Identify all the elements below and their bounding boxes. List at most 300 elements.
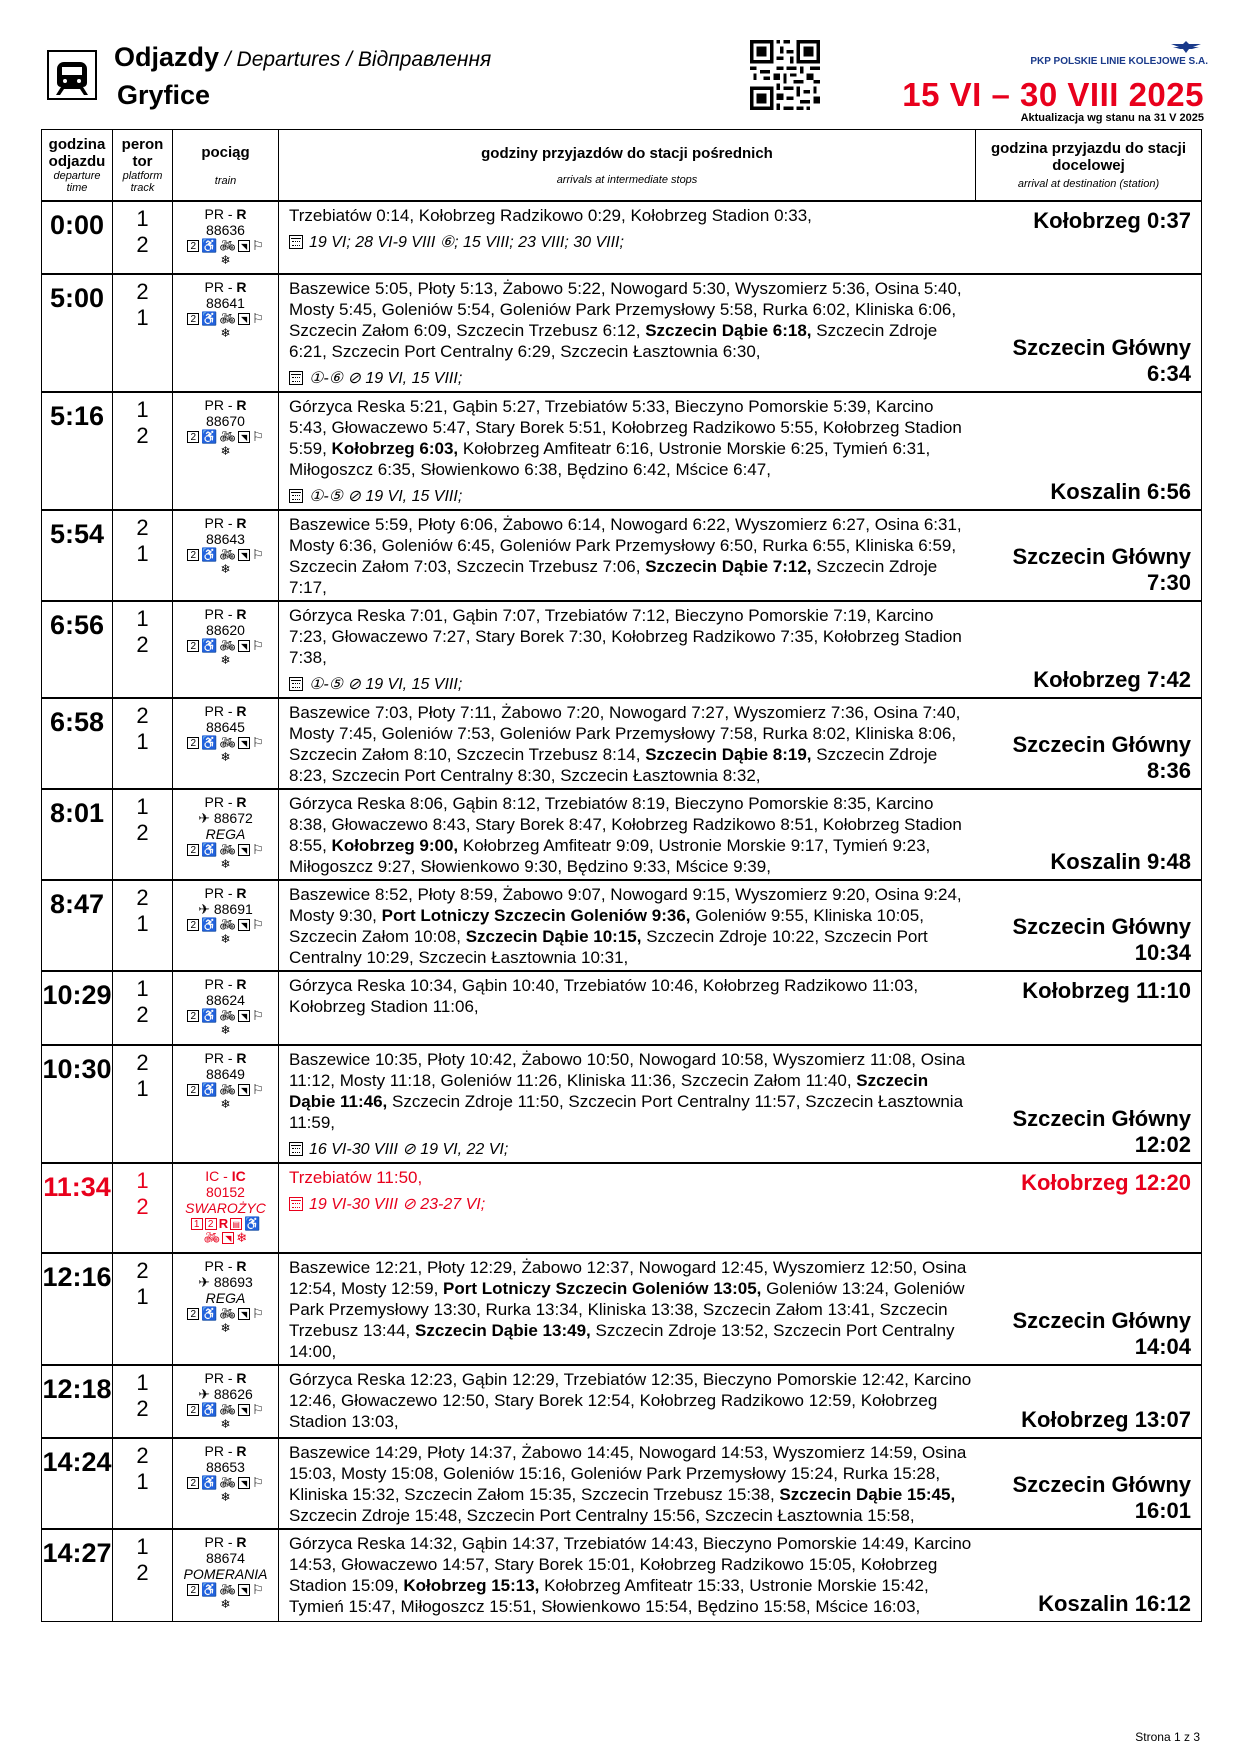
destination-arrival: Szczecin Główny 6:34: [976, 274, 1202, 392]
wheelchair-icon: ♿: [244, 1216, 261, 1231]
train-number: 88653: [206, 1459, 245, 1475]
train-rank: R: [236, 1443, 247, 1459]
destination-arrival: Koszalin 9:48: [976, 789, 1202, 880]
departure-row: [42, 698, 1202, 789]
platform-track: [113, 1163, 173, 1253]
departure-time: 14:27: [42, 1529, 113, 1621]
intermediate-stops: [279, 1529, 976, 1621]
calendar-icon: [289, 371, 303, 385]
train-info: PR - R 88649 2 ♿ 🚲︎ ◥ ⚐ ❄: [173, 1045, 279, 1163]
departure-row: [42, 1253, 1202, 1365]
train-info: PR - R 88674 POMERANIA 2 ♿ 🚲︎ ◥ ⚐ ❄: [173, 1529, 279, 1621]
ticket-icon: ▤: [230, 1218, 242, 1230]
step-free-icon: ⚐: [252, 429, 264, 444]
track-number: 1: [136, 1469, 149, 1494]
second-class-icon: 2: [187, 640, 199, 652]
platform-track: [113, 392, 173, 510]
platform-track: [113, 789, 173, 880]
train-info: PR - R ✈ 88691 2 ♿ 🚲︎ ◥ ⚐ ❄: [173, 880, 279, 971]
train-rank: R: [236, 885, 247, 901]
train-number: 88674: [206, 1550, 245, 1566]
bicycle-icon: 🚲︎: [219, 917, 237, 932]
train-rank: R: [236, 515, 247, 531]
platform-number: 2: [136, 279, 149, 304]
train-category: PR: [204, 1443, 224, 1459]
train-number: 88626: [213, 1386, 253, 1402]
service-days-note: ①-⑤ ⊘ 19 VI, 15 VIII;: [289, 674, 972, 695]
platform-number: 2: [136, 515, 149, 540]
destination-arrival: Kołobrzeg 0:37: [976, 201, 1202, 274]
amenity-icons: [173, 240, 278, 252]
train-info: PR - R 88636 2 ♿ 🚲︎ ◥ ⚐ ❄: [173, 201, 279, 274]
destination-arrival: Szczecin Główny 16:01: [976, 1438, 1202, 1529]
departure-row: [42, 880, 1202, 971]
bicycle-icon: 🚲︎: [219, 842, 237, 857]
departure-row: [42, 1163, 1202, 1253]
departure-row: [42, 392, 1202, 510]
train-info: PR - R 88620 2 ♿ 🚲︎ ◥ ⚐ ❄: [173, 601, 279, 698]
service-days-note: 16 VI-30 VIII ⊘ 19 VI, 22 VI;: [289, 1139, 972, 1160]
stops-list: Baszewice 5:59, Płoty 6:06, Żabowo 6:14, Nowogard 6:22, Wyszomierz 6:27, Osina 6:31, Mosty 6:36, Goleniów 6:45, Goleniów Park Przemysłowy 6:50, Rurka 6:55, Kliniska 6:59, Szczecin Załom 7:03, Szczecin Trzebusz 7:06, Szczecin Dąbie 7:12, Szczecin Zdroje 7:17,: [289, 515, 962, 597]
track-number: 2: [136, 820, 149, 845]
snowflake-icon: ❄: [236, 1230, 248, 1245]
train-rank: R: [236, 703, 247, 719]
step-free-icon: ⚐: [252, 1475, 264, 1490]
destination-arrival: Kołobrzeg 13:07: [976, 1365, 1202, 1438]
wifi-icon: ◥: [238, 240, 250, 252]
platform-track: [113, 201, 173, 274]
train-category: PR: [204, 703, 224, 719]
platform-number: 2: [136, 1258, 149, 1283]
departure-time: 10:29: [42, 971, 113, 1045]
amenity-icons: [173, 737, 278, 749]
departure-time: 5:16: [42, 392, 113, 510]
intermediate-stops: [279, 1365, 976, 1438]
service-days-note: 19 VI; 28 VI-9 VIII ⑥; 15 VIII; 23 VIII; 30 VIII;: [289, 232, 972, 253]
track-number: 1: [136, 305, 149, 330]
amenity-icons: [173, 549, 278, 561]
stops-list: Baszewice 7:03, Płoty 7:11, Żabowo 7:20, Nowogard 7:27, Wyszomierz 7:36, Osina 7:40, Mosty 7:45, Goleniów 7:53, Goleniów Park Przemysłowy 7:58, Rurka 8:02, Kliniska 8:06, Szczecin Załom 8:10, Szczecin Trzebusz 8:14, Szczecin Dąbie 8:19, Szczecin Zdroje 8:23, Szczecin Port Centralny 8:30, Szczecin Łasztownia 8:32,: [289, 703, 961, 785]
train-name: SWAROŻYC: [185, 1200, 266, 1216]
train-number: 88624: [206, 992, 245, 1008]
bicycle-icon: 🚲︎: [219, 735, 237, 750]
step-free-icon: ⚐: [252, 735, 264, 750]
wheelchair-icon: ♿: [201, 311, 218, 326]
departure-time: 12:16: [42, 1253, 113, 1365]
train-info: PR - R 88641 2 ♿ 🚲︎ ◥ ⚐ ❄: [173, 274, 279, 392]
train-number: 80152: [206, 1184, 245, 1200]
bicycle-icon: 🚲︎: [219, 638, 237, 653]
snowflake-icon: ❄: [220, 653, 231, 667]
track-number: 2: [136, 1194, 149, 1219]
wheelchair-icon: ♿: [201, 429, 218, 444]
wifi-icon: ◥: [238, 1084, 250, 1096]
train-category: PR: [204, 1534, 224, 1550]
platform-track: [113, 510, 173, 601]
departure-row: [42, 1529, 1202, 1621]
train-rank: R: [236, 1370, 247, 1386]
platform-track: [113, 601, 173, 698]
track-number: 2: [136, 1396, 149, 1421]
bicycle-icon: 🚲︎: [219, 429, 237, 444]
amenity-icons-2: [173, 1232, 278, 1244]
track-number: 1: [136, 1076, 149, 1101]
bicycle-icon: 🚲︎: [203, 1230, 221, 1245]
step-free-icon: ⚐: [252, 547, 264, 562]
train-number: 88693: [213, 1274, 253, 1290]
stops-list: Górzyca Reska 8:06, Gąbin 8:12, Trzebiatów 8:19, Bieczyno Pomorskie 8:35, Karcino 8:38, Głowaczewo 8:43, Stary Borek 8:47, Kołobrzeg Radzikowo 8:51, Kołobrzeg Stadion 8:55, Kołobrzeg 9:00, Kołobrzeg Amfiteatr 9:09, Ustronie Morskie 9:17, Tymień 9:23, Miłogoszcz 9:27, Słowienkowo 9:30, Będzino 9:33, Mścice 9:39,: [289, 794, 962, 876]
train-category: PR: [204, 885, 224, 901]
train-category: IC: [205, 1168, 220, 1184]
amenity-icons: [173, 844, 278, 856]
step-free-icon: ⚐: [252, 638, 264, 653]
snowflake-icon: ❄: [220, 253, 231, 267]
train-rank: IC: [231, 1168, 246, 1184]
departure-time: 0:00: [42, 201, 113, 274]
train-category: PR: [204, 515, 224, 531]
track-number: 1: [136, 541, 149, 566]
destination-arrival: Kołobrzeg 11:10: [976, 971, 1202, 1045]
wheelchair-icon: ♿: [201, 1402, 218, 1417]
platform-number: 2: [136, 1050, 149, 1075]
snowflake-icon: ❄: [220, 562, 231, 576]
platform-track: [113, 880, 173, 971]
destination-arrival: Szczecin Główny 12:02: [976, 1045, 1202, 1163]
train-rank: R: [236, 206, 247, 222]
step-free-icon: ⚐: [252, 1582, 264, 1597]
second-class-icon: 2: [187, 313, 199, 325]
wifi-icon: ◥: [238, 1477, 250, 1489]
page-header: [42, 36, 1210, 132]
departures-table: [41, 129, 1202, 1622]
step-free-icon: ⚐: [252, 842, 264, 857]
wheelchair-icon: ♿: [201, 1008, 218, 1023]
snowflake-icon: ❄: [220, 932, 231, 946]
page-number: Strona 1 z 3: [1135, 1730, 1200, 1744]
snowflake-icon: ❄: [220, 1417, 231, 1431]
departure-time: 10:30: [42, 1045, 113, 1163]
train-info: PR - R ✈ 88693 REGA 2 ♿ 🚲︎ ◥ ⚐ ❄: [173, 1253, 279, 1365]
wifi-icon: ◥: [238, 313, 250, 325]
wheelchair-icon: ♿: [201, 1475, 218, 1490]
train-number: 88636: [206, 222, 245, 238]
wheelchair-icon: ♿: [201, 842, 218, 857]
wifi-icon: ◥: [238, 1404, 250, 1416]
calendar-icon: [289, 677, 303, 691]
destination-arrival: Szczecin Główny 10:34: [976, 880, 1202, 971]
train-number: 88691: [213, 901, 253, 917]
train-logo-icon: [47, 50, 97, 100]
train-info: PR - R ✈ 88626 2 ♿ 🚲︎ ◥ ⚐ ❄: [173, 1365, 279, 1438]
track-number: 2: [136, 632, 149, 657]
bicycle-icon: 🚲︎: [219, 1402, 237, 1417]
wifi-icon: ◥: [238, 919, 250, 931]
departure-time: 8:47: [42, 880, 113, 971]
second-class-icon: 2: [187, 240, 199, 252]
departure-row: [42, 274, 1202, 392]
train-info: IC - IC 80152 SWAROŻYC 1 2 R ▤ ♿ 🚲︎ ◥ ❄: [173, 1163, 279, 1253]
second-class-icon: 2: [187, 737, 199, 749]
train-rank: R: [236, 606, 247, 622]
platform-number: 1: [136, 976, 149, 1001]
train-rank: R: [236, 1258, 247, 1274]
update-note: Aktualizacja wg stanu na 31 V 2025: [1020, 112, 1204, 124]
amenity-icons: [173, 919, 278, 931]
wheelchair-icon: ♿: [201, 1582, 218, 1597]
snowflake-icon: ❄: [220, 1597, 231, 1611]
bicycle-icon: 🚲︎: [219, 1008, 237, 1023]
track-number: 1: [136, 729, 149, 754]
bicycle-icon: 🚲︎: [219, 1306, 237, 1321]
amenity-icons: [173, 431, 278, 443]
second-class-icon: 2: [187, 844, 199, 856]
departure-row: [42, 201, 1202, 274]
bicycle-icon: 🚲︎: [219, 311, 237, 326]
bicycle-icon: 🚲︎: [219, 1475, 237, 1490]
page-title: Odjazdy / Departures / Відправлення: [114, 42, 492, 72]
departure-time: 5:54: [42, 510, 113, 601]
departure-time: 6:58: [42, 698, 113, 789]
wifi-icon: ◥: [238, 640, 250, 652]
track-number: 2: [136, 232, 149, 257]
train-info: PR - R 88624 2 ♿ 🚲︎ ◥ ⚐ ❄: [173, 971, 279, 1045]
wheelchair-icon: ♿: [201, 1082, 218, 1097]
plk-eagle-icon: [1164, 40, 1208, 54]
train-category: PR: [204, 397, 224, 413]
amenity-icons: [173, 1218, 278, 1230]
qr-code-icon: [750, 40, 820, 110]
train-name: POMERANIA: [183, 1566, 268, 1582]
departure-row: [42, 510, 1202, 601]
amenity-icons: [173, 1010, 278, 1022]
train-name: REGA: [205, 1290, 246, 1306]
wheelchair-icon: ♿: [201, 917, 218, 932]
track-number: 2: [136, 423, 149, 448]
first-class-icon: 1: [191, 1218, 203, 1230]
train-rank: R: [236, 794, 247, 810]
platform-number: 1: [136, 206, 149, 231]
step-free-icon: ⚐: [252, 1008, 264, 1023]
departure-time: 14:24: [42, 1438, 113, 1529]
airport-plane-icon: ✈: [198, 1274, 214, 1290]
second-class-icon: 2: [187, 919, 199, 931]
wheelchair-icon: ♿: [201, 547, 218, 562]
step-free-icon: ⚐: [252, 917, 264, 932]
intermediate-stops: [279, 1253, 976, 1365]
intermediate-stops: [279, 1438, 976, 1529]
departure-time: 6:56: [42, 601, 113, 698]
wifi-icon: ◥: [238, 1308, 250, 1320]
bicycle-icon: 🚲︎: [219, 1582, 237, 1597]
stops-list: Baszewice 5:05, Płoty 5:13, Żabowo 5:22, Nowogard 5:30, Wyszomierz 5:36, Osina 5:40, Mosty 5:45, Goleniów 5:54, Goleniów Park Przemysłowy 5:58, Rurka 6:02, Kliniska 6:06, Szczecin Załom 6:09, Szczecin Trzebusz 6:12, Szczecin Dąbie 6:18, Szczecin Zdroje 6:21, Szczecin Port Centralny 6:29, Szczecin Łasztownia 6:30,: [289, 279, 962, 361]
snowflake-icon: ❄: [220, 1490, 231, 1504]
amenity-icons: [173, 1584, 278, 1596]
departure-time: 5:00: [42, 274, 113, 392]
second-class-icon: 2: [187, 1010, 199, 1022]
departure-row: [42, 1365, 1202, 1438]
col-header-time: godzina odjazdu departure time: [42, 130, 113, 202]
amenity-icons: [173, 640, 278, 652]
stops-list: Górzyca Reska 14:32, Gąbin 14:37, Trzebiatów 14:43, Bieczyno Pomorskie 14:49, Karcino 14:53, Głowaczewo 14:57, Stary Borek 15:01, Kołobrzeg Radzikowo 15:05, Kołobrzeg Stadion 15:09, Kołobrzeg 15:13, Kołobrzeg Amfiteatr 15:33, Ustronie Morskie 15:42, Tymień 15:47, Miłogoszcz 15:51, Słowienkowo 15:54, Będzino 15:58, Mścice 16:03,: [289, 1534, 972, 1616]
amenity-icons: [173, 1308, 278, 1320]
departure-time: 11:34: [42, 1163, 113, 1253]
intermediate-stops: [279, 1163, 976, 1253]
calendar-icon: [289, 489, 303, 503]
wifi-icon: ◥: [238, 549, 250, 561]
platform-track: [113, 698, 173, 789]
second-class-icon: 2: [187, 549, 199, 561]
train-info: PR - R ✈ 88672 REGA 2 ♿ 🚲︎ ◥ ⚐ ❄: [173, 789, 279, 880]
track-number: 1: [136, 1284, 149, 1309]
snowflake-icon: ❄: [220, 326, 231, 340]
platform-number: 1: [136, 1168, 149, 1193]
destination-arrival: Szczecin Główny 7:30: [976, 510, 1202, 601]
train-category: PR: [204, 976, 224, 992]
destination-arrival: Koszalin 16:12: [976, 1529, 1202, 1621]
stops-list: Baszewice 8:52, Płoty 8:59, Żabowo 9:07, Nowogard 9:15, Wyszomierz 9:20, Osina 9:24, Mosty 9:30, Port Lotniczy Szczecin Goleniów 9:36, Goleniów 9:55, Kliniska 10:05, Szczecin Załom 10:08, Szczecin Dąbie 10:15, Szczecin Zdroje 10:22, Szczecin Port Centralny 10:29, Szczecin Łasztownia 10:31,: [289, 885, 962, 967]
wifi-icon: ◥: [238, 1010, 250, 1022]
wheelchair-icon: ♿: [201, 1306, 218, 1321]
train-info: PR - R 88670 2 ♿ 🚲︎ ◥ ⚐ ❄: [173, 392, 279, 510]
track-number: 2: [136, 1002, 149, 1027]
wheelchair-icon: ♿: [201, 238, 218, 253]
col-header-destination: godzina przyjazdu do stacji docelowej arrival at destination (station): [976, 130, 1202, 202]
service-days-note: ①-⑥ ⊘ 19 VI, 15 VIII;: [289, 368, 972, 389]
second-class-icon: 2: [187, 1308, 199, 1320]
stops-list: Górzyca Reska 7:01, Gąbin 7:07, Trzebiatów 7:12, Bieczyno Pomorskie 7:19, Karcino 7:23, Głowaczewo 7:27, Stary Borek 7:30, Kołobrzeg Radzikowo 7:35, Kołobrzeg Stadion 7:38,: [289, 606, 962, 667]
step-free-icon: ⚐: [252, 238, 264, 253]
train-category: PR: [204, 794, 224, 810]
train-info: PR - R 88643 2 ♿ 🚲︎ ◥ ⚐ ❄: [173, 510, 279, 601]
platform-number: 2: [136, 1443, 149, 1468]
second-class-icon: 2: [205, 1218, 217, 1230]
airport-plane-icon: ✈: [198, 1386, 214, 1402]
train-rank: R: [236, 1534, 247, 1550]
train-category: PR: [204, 1370, 224, 1386]
destination-arrival: Szczecin Główny 8:36: [976, 698, 1202, 789]
snowflake-icon: ❄: [220, 1097, 231, 1111]
track-number: 2: [136, 1560, 149, 1585]
wifi-icon: ◥: [238, 1584, 250, 1596]
calendar-icon: [289, 1142, 303, 1156]
second-class-icon: 2: [187, 1084, 199, 1096]
wifi-icon: ◥: [222, 1232, 234, 1244]
intermediate-stops: [279, 1045, 976, 1163]
amenity-icons: [173, 1477, 278, 1489]
departure-row: [42, 1045, 1202, 1163]
destination-arrival: Koszalin 6:56: [976, 392, 1202, 510]
second-class-icon: 2: [187, 1477, 199, 1489]
amenity-icons: [173, 313, 278, 325]
airport-plane-icon: ✈: [198, 810, 214, 826]
platform-number: 1: [136, 1370, 149, 1395]
snowflake-icon: ❄: [220, 750, 231, 764]
destination-arrival: Kołobrzeg 7:42: [976, 601, 1202, 698]
amenity-icons: [173, 1404, 278, 1416]
platform-track: [113, 1253, 173, 1365]
second-class-icon: 2: [187, 1584, 199, 1596]
stops-list: Górzyca Reska 5:21, Gąbin 5:27, Trzebiatów 5:33, Bieczyno Pomorskie 5:39, Karcino 5:43, Głowaczewo 5:47, Stary Borek 5:51, Kołobrzeg Radzikowo 5:55, Kołobrzeg Stadion 5:59, Kołobrzeg 6:03, Kołobrzeg Amfiteatr 6:16, Ustronie Morskie 6:25, Tymień 6:31, Miłogoszcz 6:35, Słowienkowo 6:38, Będzino 6:42, Mścice 6:47,: [289, 397, 962, 479]
departure-time: 8:01: [42, 789, 113, 880]
platform-number: 1: [136, 397, 149, 422]
departure-row: [42, 971, 1202, 1045]
platform-number: 1: [136, 1534, 149, 1559]
second-class-icon: 2: [187, 1404, 199, 1416]
wheelchair-icon: ♿: [201, 638, 218, 653]
wifi-icon: ◥: [238, 431, 250, 443]
stops-list: Baszewice 10:35, Płoty 10:42, Żabowo 10:50, Nowogard 10:58, Wyszomierz 11:08, Osina 11:12, Mosty 11:18, Goleniów 11:26, Kliniska 11:36, Szczecin Załom 11:40, Szczecin Dąbie 11:46, Szczecin Zdroje 11:50, Szczecin Port Centralny 11:57, Szczecin Łasztownia 11:59,: [289, 1050, 966, 1132]
platform-track: [113, 1438, 173, 1529]
train-rank: R: [236, 976, 247, 992]
col-header-train: pociąg train: [173, 130, 279, 202]
departure-row: [42, 1438, 1202, 1529]
service-days-note: 19 VI-30 VIII ⊘ 23-27 VI;: [289, 1194, 972, 1215]
stops-list: Baszewice 14:29, Płoty 14:37, Żabowo 14:45, Nowogard 14:53, Wyszomierz 14:59, Osina 15:03, Mosty 15:08, Goleniów 15:16, Goleniów Park Przemysłowy 15:24, Rurka 15:28, Kliniska 15:32, Szczecin Załom 15:35, Szczecin Trzebusz 15:38, Szczecin Dąbie 15:45, Szczecin Zdroje 15:48, Szczecin Port Centralny 15:56, Szczecin Łasztownia 15:58,: [289, 1443, 967, 1525]
station-name: Gryfice: [117, 80, 211, 110]
track-number: 1: [136, 911, 149, 936]
intermediate-stops: [279, 880, 976, 971]
col-header-platform: peron tor platform track: [113, 130, 173, 202]
platform-track: [113, 1365, 173, 1438]
intermediate-stops: [279, 201, 976, 274]
company-logo: PKP POLSKIE LINIE KOLEJOWE S.A.: [1030, 40, 1208, 67]
intermediate-stops: [279, 510, 976, 601]
snowflake-icon: ❄: [220, 857, 231, 871]
train-number: 88649: [206, 1066, 245, 1082]
airport-plane-icon: ✈: [198, 901, 214, 917]
calendar-icon: [289, 235, 303, 249]
bicycle-icon: 🚲︎: [219, 547, 237, 562]
train-category: PR: [204, 1050, 224, 1066]
col-header-arrivals: godziny przyjazdów do stacji pośrednich arrivals at intermediate stops: [279, 130, 976, 202]
stops-list: Górzyca Reska 10:34, Gąbin 10:40, Trzebiatów 10:46, Kołobrzeg Radzikowo 11:03, Kołobrzeg Stadion 11:06,: [289, 976, 919, 1016]
step-free-icon: ⚐: [252, 1306, 264, 1321]
stops-list: Górzyca Reska 12:23, Gąbin 12:29, Trzebiatów 12:35, Bieczyno Pomorskie 12:42, Karcino 12:46, Głowaczewo 12:50, Stary Borek 12:54, Kołobrzeg Radzikowo 12:59, Kołobrzeg Stadion 13:03,: [289, 1370, 972, 1431]
train-number: 88641: [206, 295, 245, 311]
departure-row: [42, 789, 1202, 880]
reservation-icon: R: [218, 1216, 229, 1231]
wifi-icon: ◥: [238, 737, 250, 749]
train-number: 88672: [213, 810, 253, 826]
stops-list: Trzebiatów 11:50,: [289, 1168, 423, 1187]
train-category: PR: [204, 279, 224, 295]
train-category: PR: [204, 1258, 224, 1274]
step-free-icon: ⚐: [252, 311, 264, 326]
stops-list: Trzebiatów 0:14, Kołobrzeg Radzikowo 0:29, Kołobrzeg Stadion 0:33,: [289, 206, 812, 225]
train-number: 88645: [206, 719, 245, 735]
wheelchair-icon: ♿: [201, 735, 218, 750]
intermediate-stops: [279, 698, 976, 789]
train-rank: R: [236, 279, 247, 295]
step-free-icon: ⚐: [252, 1082, 264, 1097]
train-category: PR: [204, 206, 224, 222]
calendar-icon: [289, 1197, 303, 1211]
intermediate-stops: [279, 789, 976, 880]
bicycle-icon: 🚲︎: [219, 238, 237, 253]
platform-track: [113, 1529, 173, 1621]
train-category: PR: [204, 606, 224, 622]
train-info: PR - R 88653 2 ♿ 🚲︎ ◥ ⚐ ❄: [173, 1438, 279, 1529]
stops-list: Baszewice 12:21, Płoty 12:29, Żabowo 12:37, Nowogard 12:45, Wyszomierz 12:50, Osina 12:54, Mosty 12:59, Port Lotniczy Szczecin Goleniów 13:05, Goleniów 13:24, Goleniów Park Przemysłowy 13:30, Rurka 13:34, Kliniska 13:38, Szczecin Załom 13:41, Szczecin Trzebusz 13:44, Szczecin Dąbie 13:49, Szczecin Zdroje 13:52, Szczecin Port Centralny 14:00,: [289, 1258, 967, 1361]
intermediate-stops: [279, 601, 976, 698]
destination-arrival: Szczecin Główny 14:04: [976, 1253, 1202, 1365]
snowflake-icon: ❄: [220, 1321, 231, 1335]
step-free-icon: ⚐: [252, 1402, 264, 1417]
train-rank: R: [236, 1050, 247, 1066]
snowflake-icon: ❄: [220, 444, 231, 458]
train-name: REGA: [205, 826, 246, 842]
platform-number: 1: [136, 606, 149, 631]
